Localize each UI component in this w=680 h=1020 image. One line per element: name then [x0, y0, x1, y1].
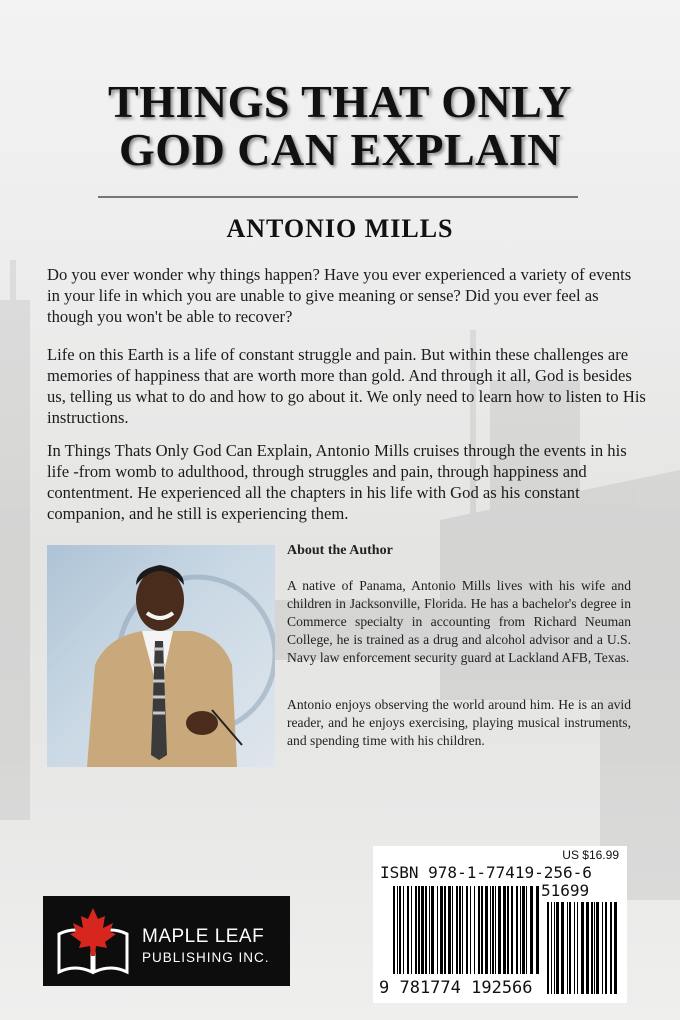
author-photo [47, 545, 275, 767]
barcode-bar [462, 886, 463, 974]
barcode-bar [520, 886, 521, 974]
barcode-bar [397, 886, 398, 974]
barcode-bar [610, 902, 612, 994]
isbn-barcode [373, 846, 627, 1003]
barcode-bar [411, 886, 412, 974]
title-divider [98, 196, 578, 198]
blurb-paragraph-2: Life on this Earth is a life of constant struggle and pain. But within these challenges are memories of happiness that are worth more than gold. And through it all, God is besides us, telling us what to do and how to go about it. We only need to learn how to listen to His instructions. [47, 345, 646, 427]
barcode-bar [586, 902, 589, 994]
barcode-bar [448, 886, 451, 974]
about-heading: About the Author [287, 543, 393, 558]
barcode-bar [459, 886, 461, 974]
author-name: ANTONIO MILLS [226, 214, 454, 243]
barcode-bar [440, 886, 443, 974]
barcode-bar [526, 886, 527, 974]
price-label: US $16.99 [562, 848, 619, 862]
barcode-bar [594, 902, 595, 994]
barcode-bar [425, 886, 427, 974]
addon-code: 51699 [541, 881, 590, 900]
barcode-bar [551, 902, 552, 994]
barcode-bar [614, 902, 617, 994]
isbn-text: ISBN 978-1-77419-256-6 [380, 863, 592, 882]
publisher-subtitle: PUBLISHING INC. [142, 950, 270, 965]
barcode-bar [516, 886, 518, 974]
barcode-bar [418, 886, 420, 974]
barcode-bar [415, 886, 417, 974]
barcode-bar [437, 886, 438, 974]
barcode-bar [561, 902, 564, 994]
barcode-bar [554, 902, 555, 994]
barcode-bar [503, 886, 506, 974]
barcode-bar [429, 886, 430, 974]
about-paragraph-1: A native of Panama, Antonio Mills lives with his wife and children in Jacksonville, Florida. He has a bachelor's degree in Commerce specialty in accounting from Richard Neuman College, he is trained as a drug and alcohol advisor and a U.S. Navy law enforcement security guard at Lackland AFB, Texas. [287, 578, 631, 665]
barcode-bar [596, 902, 599, 994]
about-paragraph-2: Antonio enjoys observing the world around him. He is an avid reader, and he enjoys exercising, playing musical instruments, and spending time with his children. [287, 697, 631, 748]
title-line-2: GOD CAN EXPLAIN [119, 124, 561, 175]
publisher-logo [43, 896, 290, 986]
barcode-bar [407, 886, 409, 974]
publisher-name: MAPLE LEAF [142, 926, 265, 947]
barcode-bar [421, 886, 424, 974]
barcode-bar [530, 886, 533, 974]
barcode-bar [466, 886, 468, 974]
barcode-bar [577, 902, 578, 994]
barcode-bar [602, 902, 603, 994]
barcode-bar [556, 902, 559, 994]
barcode-bar [393, 886, 395, 974]
barcode-bar [569, 902, 571, 994]
blurb-paragraph-1: Do you ever wonder why things happen? Have you ever experienced a variety of events in your life in which you are unable to give meaning or sense? Did you ever feel as though you won't be able to recover? [47, 265, 632, 326]
ean-digits: 9 781774 192566 [379, 978, 533, 998]
barcode-bar [605, 902, 607, 994]
barcode-bar [574, 902, 575, 994]
barcode-bar [478, 886, 480, 974]
barcode-bar [431, 886, 434, 974]
title-line-1: THINGS THAT ONLY [108, 76, 572, 127]
barcode-bar [474, 886, 475, 974]
barcode-bar [444, 886, 446, 974]
barcode-bar [481, 886, 483, 974]
book-title [0, 78, 680, 174]
barcode-bar [498, 886, 501, 974]
barcode-bar [403, 886, 404, 974]
barcode-bar [456, 886, 458, 974]
blurb-paragraph-3: In Things Thats Only God Can Explain, Antonio Mills cruises through the events in his life -from womb to adulthood, through struggles and pain, through happiness and contentment. He experienced all the chapters in his life with God as his constant companion, and he still is experiencing them. [47, 441, 627, 523]
maple-leaf-book-icon [53, 904, 133, 978]
barcode-bar [581, 902, 584, 994]
barcode-bar [399, 886, 401, 974]
barcode-bar [452, 886, 453, 974]
barcode-bar [507, 886, 509, 974]
barcode-bar [591, 902, 593, 994]
barcode-bar [490, 886, 491, 974]
barcode-bar [511, 886, 513, 974]
barcode-bar [492, 886, 494, 974]
barcode-bar [495, 886, 496, 974]
barcode-bar [567, 902, 568, 994]
barcode-bar [522, 886, 525, 974]
barcode-bar [470, 886, 471, 974]
barcode-bar [485, 886, 488, 974]
barcode-bar [547, 902, 549, 994]
barcode-bar [536, 886, 539, 974]
